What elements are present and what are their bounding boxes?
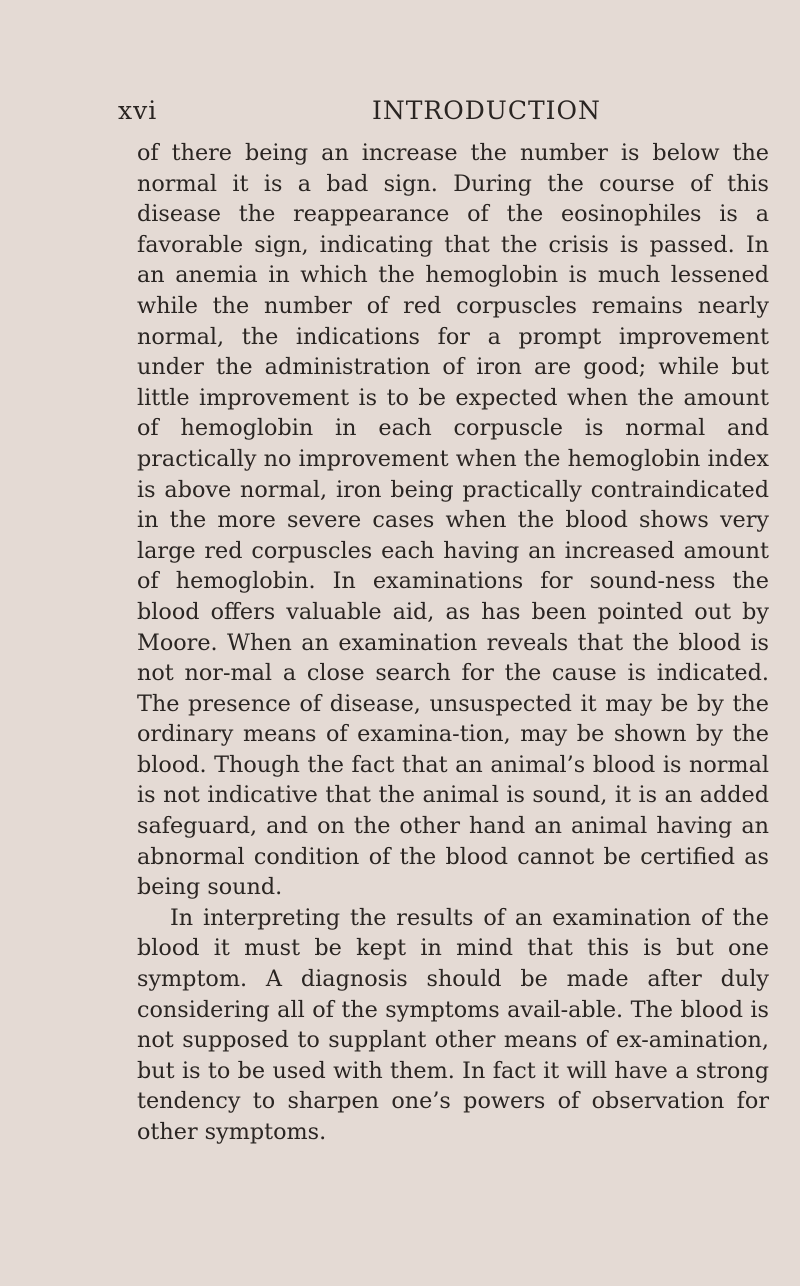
page-number: xvi [118, 96, 158, 125]
running-head [118, 91, 678, 131]
body-text [137, 138, 769, 1148]
chapter-title: INTRODUCTION [372, 96, 601, 125]
paragraph-interpreting-results: In interpreting the results of an examination of the blood it must be kept in mind that this is but one symptom. A diagnosis should be made after duly considering all of the symptoms avail-able. The blood is not supposed to supplant other means of ex-amination, but is to be used with them. In fact it will have a strong tendency to sharpen one’s powers of observation for other symptoms. [137, 904, 769, 1145]
paragraph-continued: of there being an increase the number is below the normal it is a bad sign. During the course of this disease the reappearance of the eosinophiles is a favorable sign, indicating that the crisis is passed. In an anemia in which the hemoglobin is much lessened while the number of red corpuscles remains nearly normal, the indications for a prompt improvement under the administration of iron are good; while but little improvement is to be expected when the amount of hemoglobin in each corpuscle is normal and practically no improvement when the hemoglobin index is above normal, iron being practically contraindicated in the more severe cases when the blood shows very large red corpuscles each having an increased amount of hemoglobin. In examinations for sound-ness the blood offers valuable aid, as has been pointed out by Moore. When an examination reveals that the blood is not nor-mal a close search for the cause is indicated. The presence of disease, unsuspected it may be by the ordinary means of examina-tion, may be shown by the blood. Though the fact that an animal’s blood is normal is not indicative that the animal is sound, it is an added safeguard, and on the other hand an animal having an abnormal condition of the blood cannot be certified as being sound. [137, 140, 769, 901]
